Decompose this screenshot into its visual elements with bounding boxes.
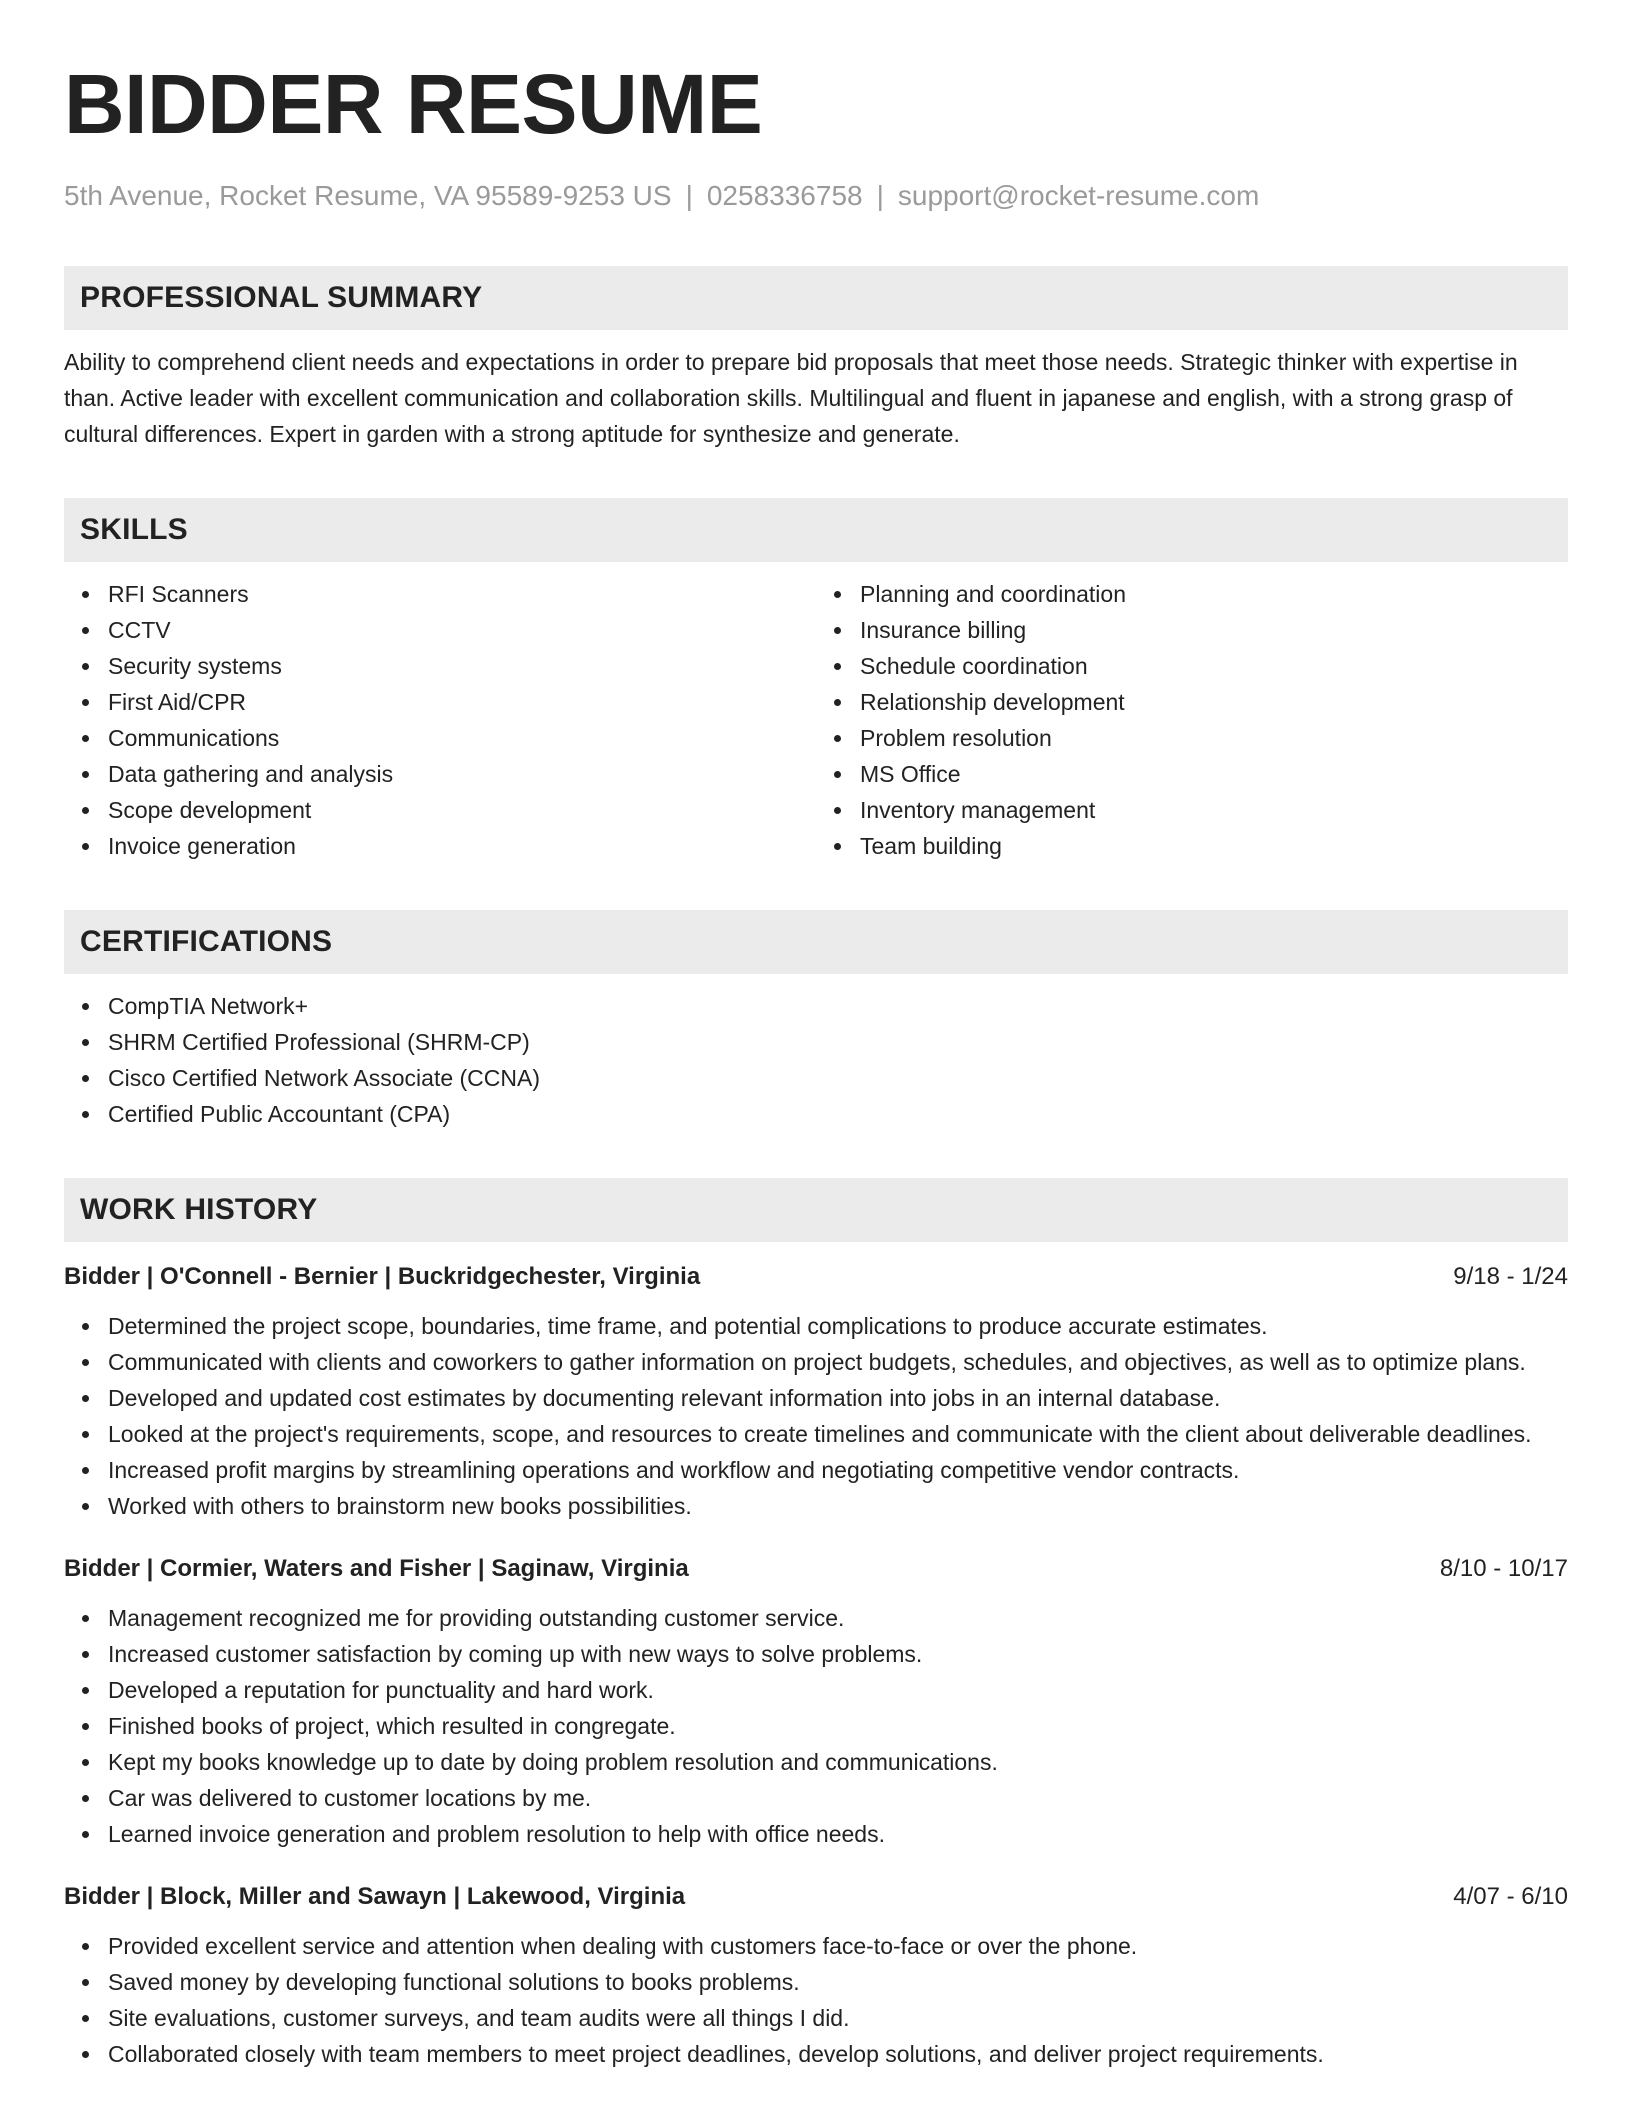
contact-phone: 0258336758 <box>706 180 863 211</box>
job-duty: Car was delivered to customer locations by me. <box>108 1780 1568 1816</box>
skill-item: MS Office <box>860 756 1568 792</box>
skill-item: Planning and coordination <box>860 576 1568 612</box>
job-duties-list <box>64 1600 1568 1852</box>
job-duty: Management recognized me for providing outstanding customer service. <box>108 1600 1568 1636</box>
contact-line <box>64 178 1568 214</box>
skills-grid <box>64 576 1568 864</box>
job-duty: Determined the project scope, boundaries, time frame, and potential complications to produce accurate estimates. <box>108 1308 1568 1344</box>
skill-item: Security systems <box>108 648 816 684</box>
job-duty: Finished books of project, which resulted in congregate. <box>108 1708 1568 1744</box>
job-duty: Learned invoice generation and problem resolution to help with office needs. <box>108 1816 1568 1852</box>
job-dates: 9/18 - 1/24 <box>1453 1263 1568 1290</box>
skill-item: Relationship development <box>860 684 1568 720</box>
job-title: Bidder | Cormier, Waters and Fisher | Saginaw, Virginia <box>64 1555 689 1582</box>
job-duty: Site evaluations, customer surveys, and team audits were all things I did. <box>108 2000 1568 2036</box>
skill-item: CCTV <box>108 612 816 648</box>
skills-list-left <box>64 576 816 864</box>
work-history-heading: WORK HISTORY <box>64 1178 1568 1242</box>
job-duty: Looked at the project's requirements, scope, and resources to create timelines and communicate with the client about deliverable deadlines. <box>108 1416 1568 1452</box>
job-dates: 4/07 - 6/10 <box>1453 1883 1568 1910</box>
job-duty: Provided excellent service and attention when dealing with customers face-to-face or over the phone. <box>108 1928 1568 1964</box>
job-header <box>64 1552 1568 1586</box>
job-duty: Developed a reputation for punctuality and hard work. <box>108 1672 1568 1708</box>
job-duty: Saved money by developing functional solutions to books problems. <box>108 1964 1568 2000</box>
job-duty: Kept my books knowledge up to date by doing problem resolution and communications. <box>108 1744 1568 1780</box>
certification-item: CompTIA Network+ <box>108 988 1568 1024</box>
certification-item: Certified Public Accountant (CPA) <box>108 1096 1568 1132</box>
skill-item: Team building <box>860 828 1568 864</box>
skills-heading: SKILLS <box>64 498 1568 562</box>
job-duty: Collaborated closely with team members to meet project deadlines, develop solutions, and deliver project requirements. <box>108 2036 1568 2072</box>
summary-text: Ability to comprehend client needs and expectations in order to prepare bid proposals that meet those needs. Strategic thinker with expertise in than. Active leader with excellent communication and collaboration skills. Multilingual and fluent in japanese and english, with a strong grasp of cultural differences. Expert in garden with a strong aptitude for synthesize and generate. <box>64 349 1518 447</box>
skill-item: First Aid/CPR <box>108 684 816 720</box>
skills-list-right <box>816 576 1568 864</box>
skill-item: Scope development <box>108 792 816 828</box>
skill-item: Schedule coordination <box>860 648 1568 684</box>
job-title: Bidder | Block, Miller and Sawayn | Lakewood, Virginia <box>64 1883 686 1910</box>
summary-heading: PROFESSIONAL SUMMARY <box>64 266 1568 330</box>
job-dates: 8/10 - 10/17 <box>1439 1555 1568 1582</box>
skill-item: Data gathering and analysis <box>108 756 816 792</box>
job-duty: Worked with others to brainstorm new books possibilities. <box>108 1488 1568 1524</box>
contact-email: support@rocket-resume.com <box>897 180 1260 211</box>
skill-item: Inventory management <box>860 792 1568 828</box>
job-duty: Communicated with clients and coworkers to gather information on project budgets, schedules, and objectives, as well as to optimize plans. <box>108 1344 1568 1380</box>
job-duties-list <box>64 1928 1568 2072</box>
job-duty: Increased profit margins by streamlining operations and workflow and negotiating competitive vendor contracts. <box>108 1452 1568 1488</box>
certifications-list <box>64 988 1568 1132</box>
job-header <box>64 1260 1568 1294</box>
certification-item: SHRM Certified Professional (SHRM-CP) <box>108 1024 1568 1060</box>
resume-title: BIDDER RESUME <box>64 57 763 151</box>
skill-item: Communications <box>108 720 816 756</box>
contact-address: 5th Avenue, Rocket Resume, VA 95589-9253 US <box>64 180 672 211</box>
skill-item: Insurance billing <box>860 612 1568 648</box>
skill-item: Problem resolution <box>860 720 1568 756</box>
certifications-heading: CERTIFICATIONS <box>64 910 1568 974</box>
contact-separator: | <box>685 180 693 211</box>
skill-item: Invoice generation <box>108 828 816 864</box>
contact-separator: | <box>876 180 884 211</box>
job-duties-list <box>64 1308 1568 1524</box>
certification-item: Cisco Certified Network Associate (CCNA) <box>108 1060 1568 1096</box>
job-duty: Developed and updated cost estimates by documenting relevant information into jobs in an internal database. <box>108 1380 1568 1416</box>
job-header <box>64 1880 1568 1914</box>
job-duty: Increased customer satisfaction by coming up with new ways to solve problems. <box>108 1636 1568 1672</box>
skill-item: RFI Scanners <box>108 576 816 612</box>
job-title: Bidder | O'Connell - Bernier | Buckridgechester, Virginia <box>64 1263 701 1290</box>
